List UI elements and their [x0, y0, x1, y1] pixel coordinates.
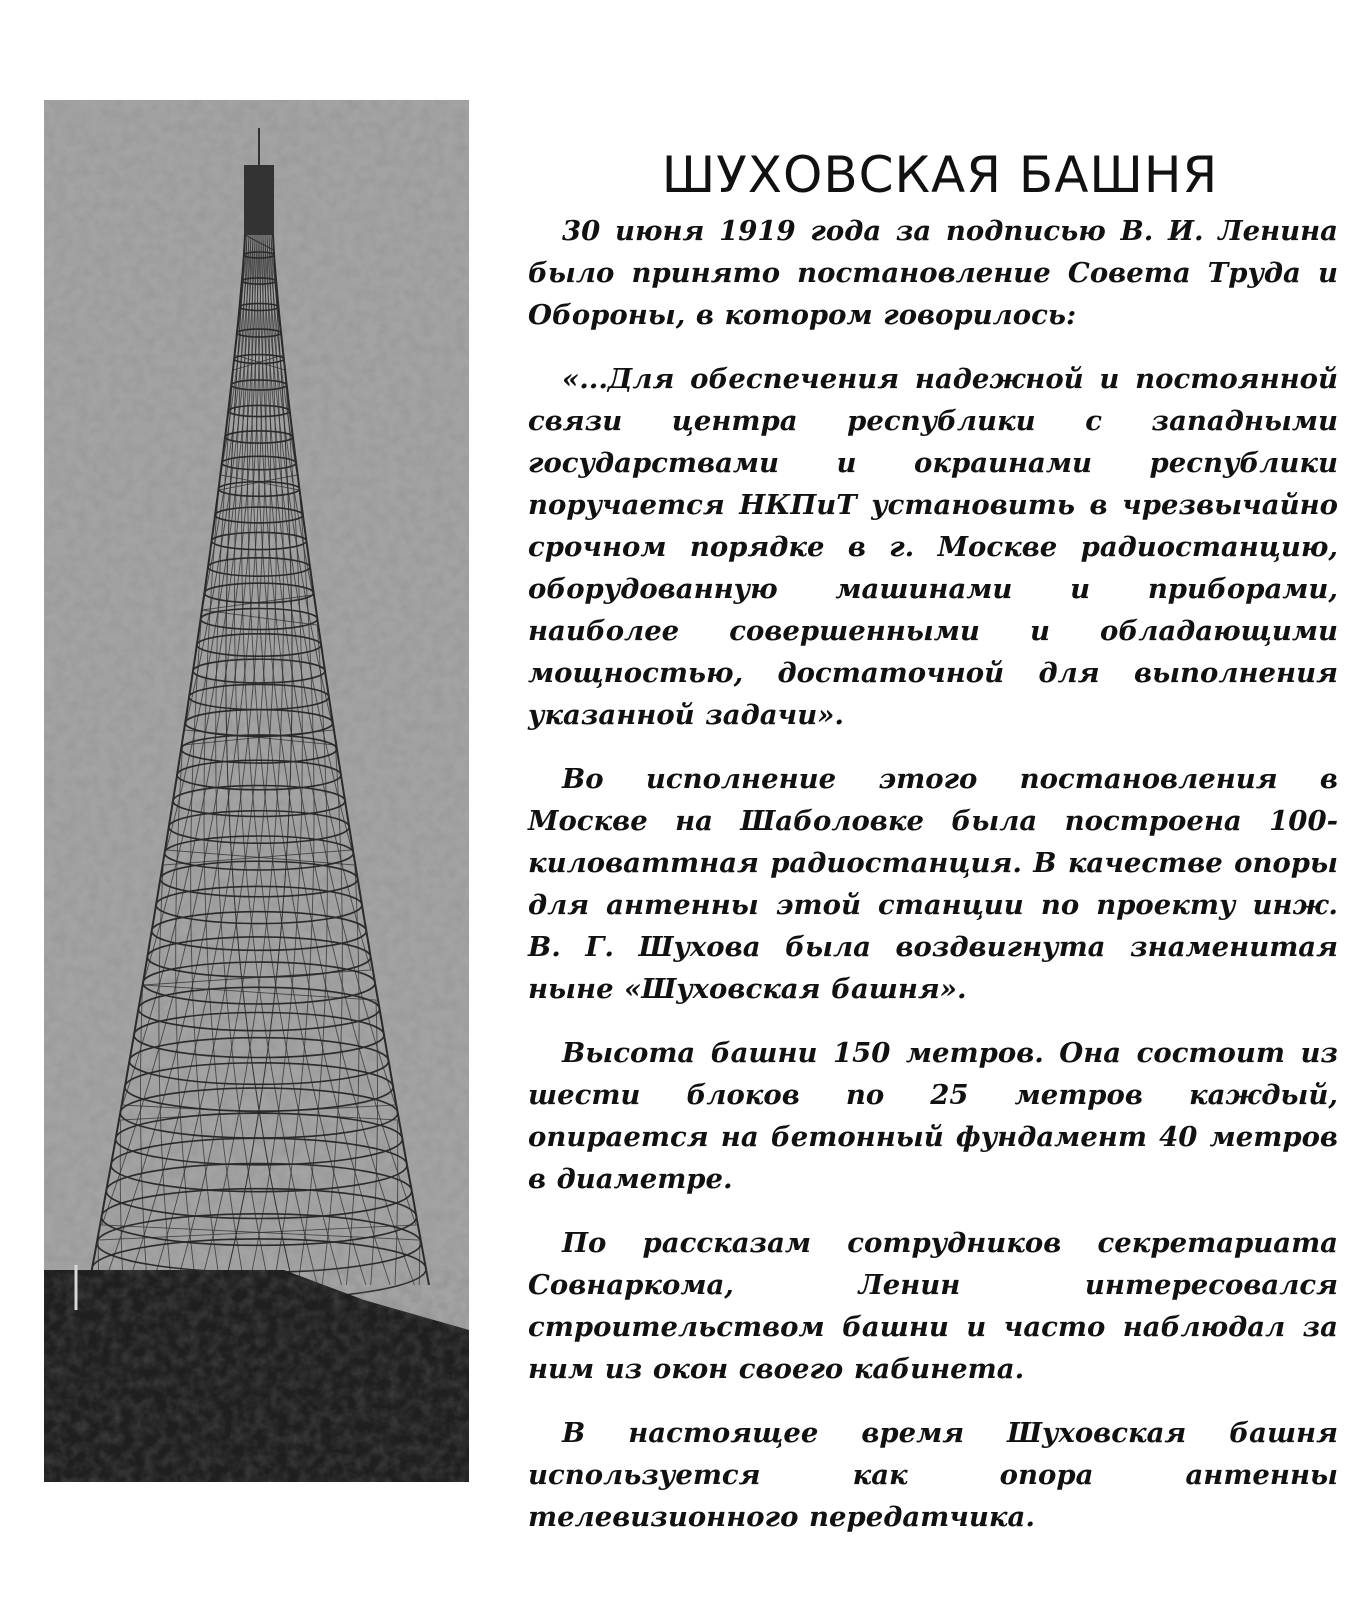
- paragraph-quote: «...Для обеспечения надежной и постоянной связи центра республики с западными государствами и окраинами республики поручается НКПиТ установить в чрезвычайно срочном порядке в г. Москве радиостанцию, оборудованную машинами и приборами, наиболее совершенными и обладающими мощностью, достаточной для выполнения указанной задачи».: [528, 363, 1338, 731]
- article-title: ШУХОВСКАЯ БАШНЯ: [661, 145, 1219, 204]
- paragraph-construction: Во исполнение этого постановления в Москве на Шаболовке была построена 100-киловаттная радиостанция. В качестве опоры для антенны этой станции по проекту инж. В. Г. Шухова была воздвигнута знаменитая ныне «Шуховская башня».: [528, 763, 1338, 1005]
- spire: [244, 165, 274, 235]
- article-body: [528, 210, 1338, 1560]
- paragraph-lenin: По рассказам сотрудников секретариата Совнаркома, Ленин интересовался строительством башни и часто наблюдал за ним из окон своего кабинета.: [528, 1227, 1338, 1385]
- paragraph-present: В настоящее время Шуховская башня используется как опора антенны телевизионного передатчика.: [528, 1417, 1338, 1533]
- tower-photo: [44, 100, 469, 1482]
- shukhov-tower-icon: [44, 100, 469, 1482]
- paragraph-decree: 30 июня 1919 года за подписью В. И. Ленина было принято постановление Совета Труда и Обороны, в котором говорилось:: [528, 215, 1338, 331]
- ground-grain: [44, 1270, 469, 1482]
- paragraph-height: Высота башни 150 метров. Она состоит из шести блоков по 25 метров каждый, опирается на бетонный фундамент 40 метров в диаметре.: [528, 1037, 1338, 1195]
